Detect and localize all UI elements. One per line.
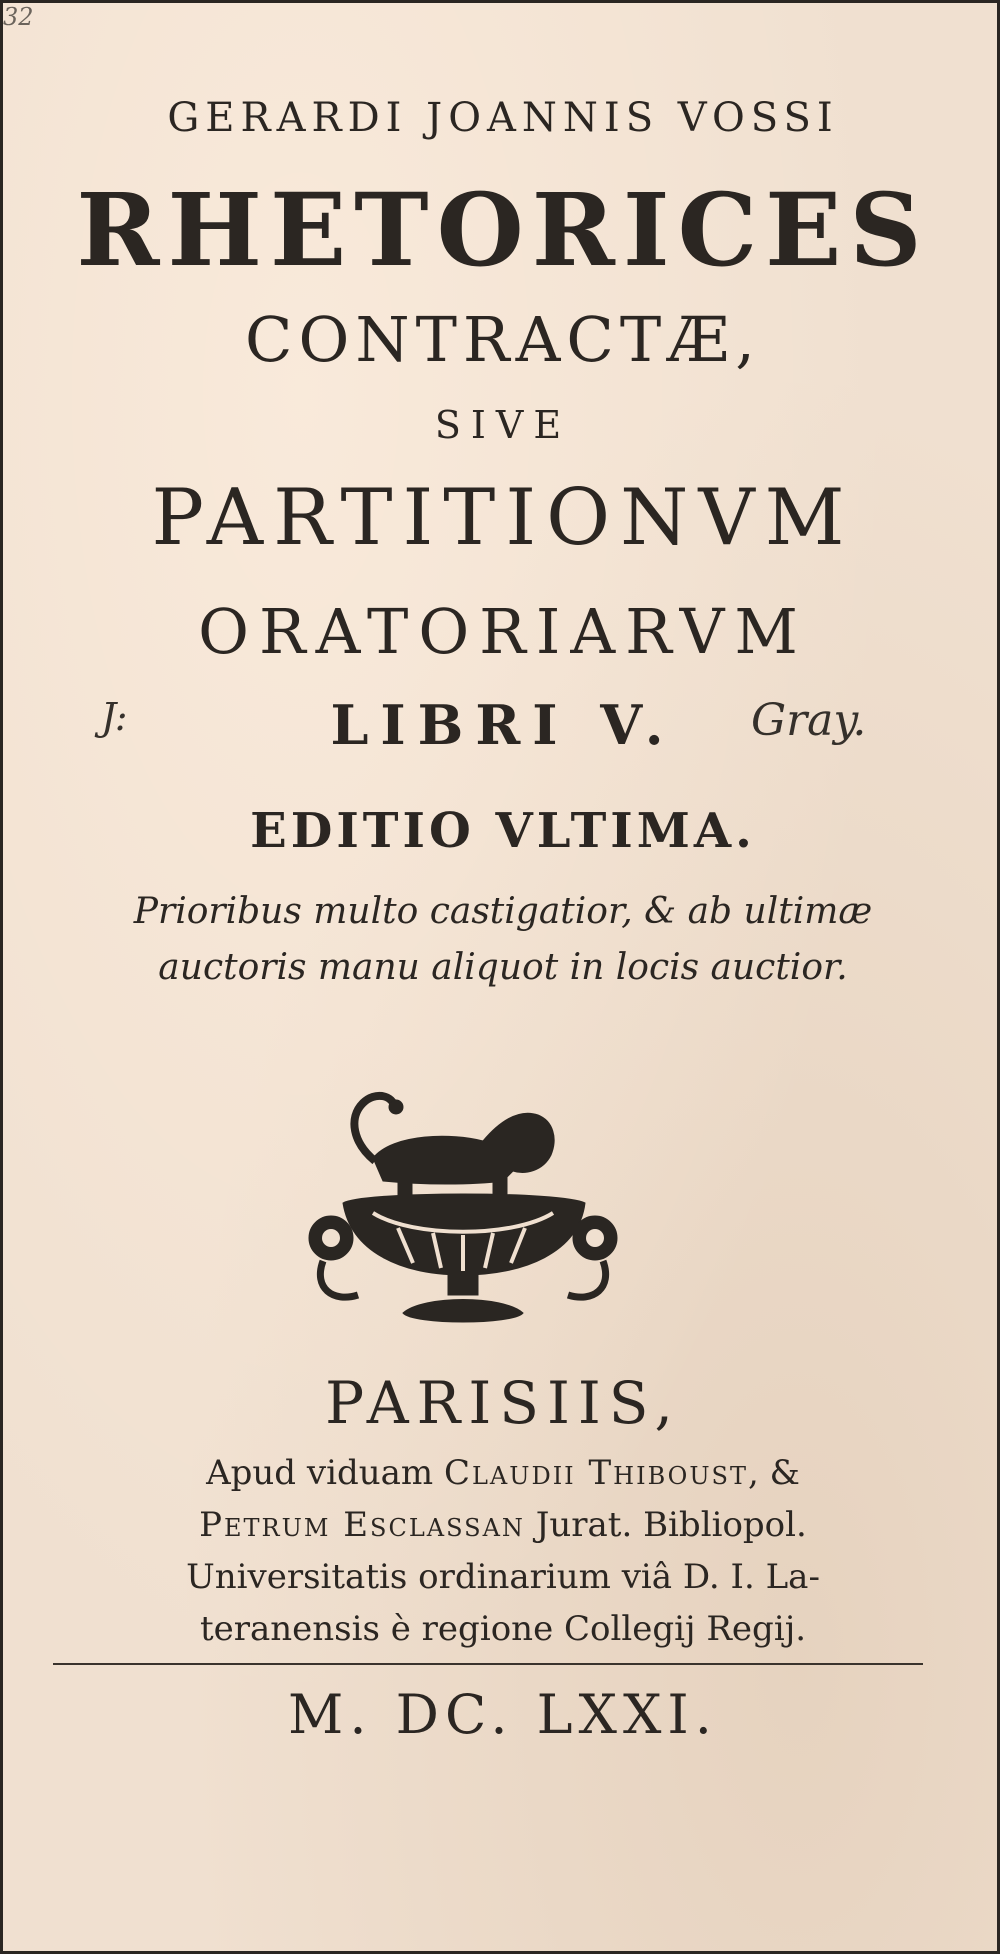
imprint-line-2 — [3, 1505, 1000, 1545]
horizontal-rule — [53, 1663, 923, 1665]
subtitle-line-2: auctoris manu aliquot in locis auctior. — [158, 947, 848, 988]
imprint-line-1-pre: Apud viduam — [206, 1453, 444, 1493]
imprint-line-1 — [3, 1453, 1000, 1493]
title-contractae: CONTRACTÆ, — [245, 303, 761, 376]
imprint-place: PARISIIS, — [325, 1369, 681, 1437]
title-sive: SIVE — [434, 403, 572, 447]
edition-statement: EDITIO VLTIMA. — [250, 803, 756, 859]
author-name: GERARDI JOANNIS VOSSI — [167, 95, 839, 141]
title-libri: LIBRI V. — [330, 693, 676, 757]
imprint-line-3: Universitatis ordinarium viâ D. I. La- — [186, 1557, 820, 1597]
printer-name-thiboust: Claudii Thiboust — [443, 1453, 748, 1493]
title-partitionum: PARTITIONVM — [151, 473, 855, 563]
corner-shelfmark: 32 — [3, 3, 34, 31]
handwritten-signature: Gray. — [751, 695, 867, 746]
printers-device-lion-vignette — [303, 1063, 623, 1333]
imprint-line-2-post: Jurat. Bibliopol. — [524, 1505, 807, 1545]
imprint-date: M. DC. LXXI. — [288, 1683, 718, 1746]
subtitle-line-1: Prioribus multo castigatior, & ab ultimæ — [133, 891, 873, 932]
title-rhetorices: RHETORICES — [76, 171, 930, 289]
handwritten-initial: J: — [101, 695, 128, 739]
imprint-line-4: teranensis è regione Collegij Regij. — [199, 1609, 807, 1649]
title-oratoriarum: ORATORIARVM — [198, 595, 808, 668]
imprint-line-1-post: , & — [748, 1453, 800, 1493]
printer-name-esclassan: Petrum Esclassan — [199, 1505, 525, 1545]
